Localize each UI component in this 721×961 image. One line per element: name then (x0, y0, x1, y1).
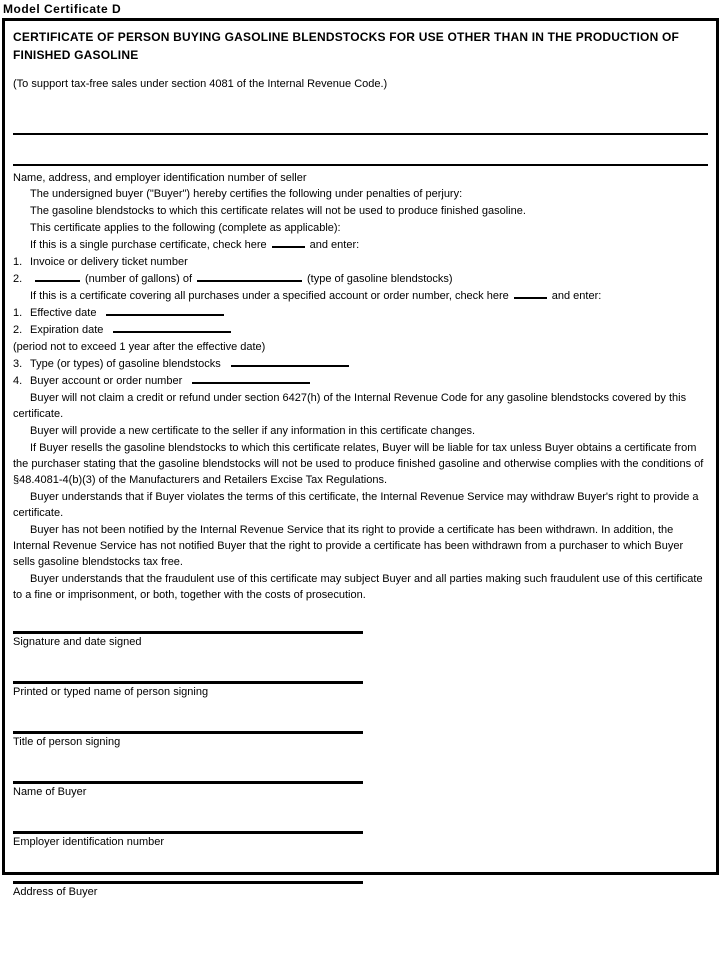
signature-label: Signature and date signed (13, 636, 142, 648)
statement-not-used: The gasoline blendstocks to which this certificate relates will not be used to produce finished gasoline. (30, 205, 526, 217)
expiration-date-label: Expiration date (30, 324, 104, 336)
gallons-label: (number of gallons) of (85, 273, 192, 285)
printed-name-field (13, 681, 708, 731)
account-certificate-lead (13, 288, 708, 304)
buyer-statement-resell: If Buyer resells the gasoline blendstocks to which this certificate relates, Buyer will be liable for tax unless Buyer obtains a certificate from the purchaser stating that the gasoline blendstocks will not be used to produce finished gasoline and otherwise complies with the conditions of §48.4081-4(b)(3) of the Manufacturers and Retailers Excise Tax Regulations. (13, 442, 704, 486)
account-item-effective-date (13, 305, 708, 321)
gallons-blank (35, 273, 80, 282)
seller-info-label: Name, address, and employer identification number of seller (13, 172, 307, 184)
invoice-ticket-label: Invoice or delivery ticket number (30, 256, 188, 268)
buyer-name-label: Name of Buyer (13, 786, 87, 798)
seller-info-writein-line-2 (13, 135, 708, 166)
certificate-box (2, 18, 719, 898)
signature-field (13, 631, 708, 681)
account-item-order-number (13, 373, 708, 389)
expiration-date-blank (113, 324, 231, 333)
blendstock-type-blank (197, 273, 302, 282)
effective-date-label: Effective date (30, 307, 97, 319)
account-item-blendstock-types (13, 356, 708, 372)
certificate-body (13, 186, 708, 603)
printed-name-label: Printed or typed name of person signing (13, 686, 209, 698)
blendstock-types-blank (231, 358, 349, 367)
statement-certify: The undersigned buyer ("Buyer") hereby certifies the following under penalties of perjury: (30, 188, 463, 200)
effective-date-blank (106, 307, 224, 316)
statement-applies: This certificate applies to the following (complete as applicable): (30, 222, 341, 234)
support-note: (To support tax-free sales under section 4081 of the Internal Revenue Code.) (13, 78, 388, 90)
document-title: Model Certificate D (3, 2, 122, 16)
buyer-address-label: Address of Buyer (13, 886, 98, 898)
buyer-name-field (13, 781, 708, 831)
ein-label: Employer identification number (13, 836, 165, 848)
certificate-heading: CERTIFICATE OF PERSON BUYING GASOLINE BLENDSTOCKS FOR USE OTHER THAN IN THE PRODUCTION OF FINISHED GASOLINE (13, 30, 680, 62)
account-item-expiration-date (13, 322, 708, 338)
order-number-label: Buyer account or order number (30, 375, 183, 387)
item-number: 2. (13, 273, 23, 285)
single-purchase-checkhere-blank (272, 239, 305, 248)
item-number: 3. (13, 358, 23, 370)
buyer-statement-violation: Buyer understands that if Buyer violates the terms of this certificate, the Internal Revenue Service may withdraw Buyer's right to provide a certificate. (13, 491, 699, 519)
blendstock-types-label: Type (or types) of gasoline blendstocks (30, 358, 221, 370)
blendstock-type-label: (type of gasoline blendstocks) (307, 273, 453, 285)
title-field (13, 731, 708, 781)
signature-section (13, 631, 708, 931)
single-purchase-tail-text: and enter: (309, 239, 360, 251)
buyer-address-field (13, 881, 708, 931)
item-number: 1. (13, 256, 23, 268)
single-purchase-item-2 (13, 271, 708, 287)
buyer-statement-fraudulent-use: Buyer understands that the fraudulent use of this certificate may subject Buyer and all parties making such fraudulent use of this certificate to a fine or imprisonment, or both, together with the costs of prosecution. (13, 573, 703, 601)
period-note: (period not to exceed 1 year after the effective date) (13, 341, 266, 353)
item-number: 1. (13, 307, 23, 319)
single-purchase-item-1 (13, 254, 708, 270)
single-purchase-lead (13, 237, 708, 253)
item-number: 2. (13, 324, 23, 336)
buyer-statement-no-credit: Buyer will not claim a credit or refund under section 6427(h) of the Internal Revenue Code for any gasoline blendstocks covered by this certificate. (13, 392, 687, 420)
buyer-statement-new-certificate: Buyer will provide a new certificate to the seller if any information in this certificate changes. (30, 425, 476, 437)
item-number: 4. (13, 375, 23, 387)
account-lead-text: If this is a certificate covering all purchases under a specified account or order number, check here (30, 290, 509, 302)
title-label: Title of person signing (13, 736, 121, 748)
account-tail-text: and enter: (551, 290, 602, 302)
single-purchase-lead-text: If this is a single purchase certificate, check here (30, 239, 267, 251)
order-number-blank (192, 375, 310, 384)
ein-field (13, 831, 708, 881)
buyer-statement-not-notified: Buyer has not been notified by the Internal Revenue Service that its right to provide a certificate has been withdrawn. In addition, the Internal Revenue Service has not notified Buyer that the right to provide a certificate has been withdrawn from a purchaser to which Buyer sells gasoline blendstocks tax free. (13, 524, 684, 568)
account-checkhere-blank (514, 290, 547, 299)
seller-info-writein-line-1 (13, 92, 708, 135)
